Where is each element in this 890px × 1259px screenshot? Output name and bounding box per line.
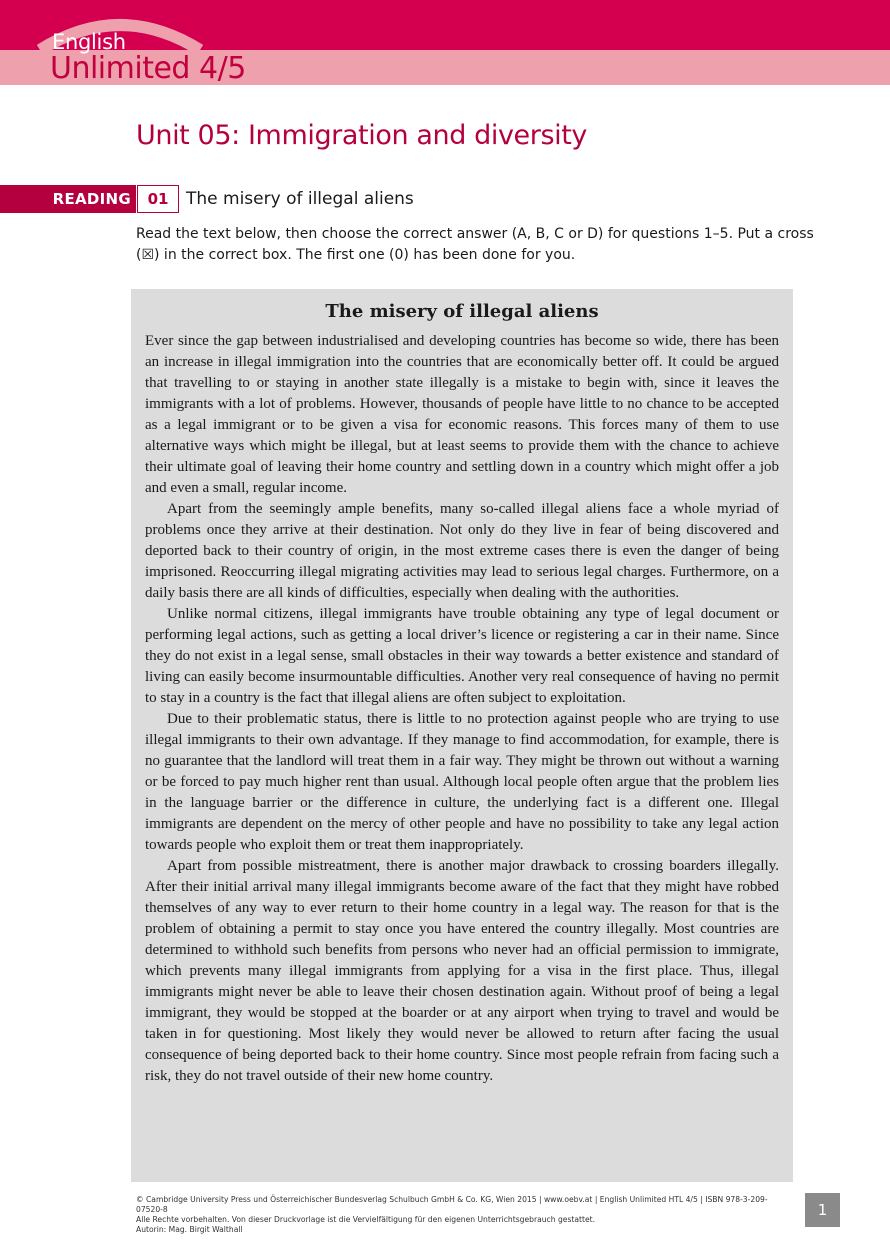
instructions: Read the text below, then choose the correct answer (A, B, C or D) for questions 1–5. Put a cross (☒) in the correct box. The first one (0) has been done for you. — [136, 226, 814, 263]
reading-text-box — [131, 289, 793, 1182]
footer-rights: Alle Rechte vorbehalten. Von dieser Druckvorlage ist die Vervielfältigung für den eigenen Unterrichtsgebrauch gestattet. — [136, 1215, 596, 1224]
text-paragraph: Due to their problematic status, there is little to no protection against people who are trying to use illegal immigrants to their own advantage. If they manage to find accommodation, for example, there is no guarantee that the landlord will treat them in a fair way. They might be thrown out without a warning or be forced to pay much higher rent than usual. Although local people often argue that the problem lies in the language barrier or the difference in culture, the underlying fact is a different one. Illegal immigrants are dependent on the mercy of other people and have no possibility to take any legal action towards people who exploit them or treat them inappropriately. — [145, 711, 779, 853]
footer — [136, 1195, 786, 1235]
section-label: READING — [52, 190, 131, 208]
text-paragraph: Unlike normal citizens, illegal immigrants have trouble obtaining any type of legal document or performing legal actions, such as getting a local driver’s licence or registering a car in their name. Since they do not exist in a legal sense, small obstacles in their way towards a better existence and standard of living can easily become insurmountable difficulties. Another very real consequence of having no permit to stay in a country is the fact that illegal aliens are often subject to exploitation. — [145, 606, 779, 706]
page-title: Unit 05: Immigration and diversity — [136, 120, 587, 151]
section-title: The misery of illegal aliens — [186, 189, 414, 209]
logo-unlimited: Unlimited 4/5 — [50, 51, 246, 86]
page-number: 1 — [805, 1193, 840, 1227]
section-number: 01 — [137, 185, 179, 213]
text-title: The misery of illegal aliens — [325, 301, 599, 322]
logo-english: English — [52, 30, 126, 54]
text-paragraph: Ever since the gap between industrialised and developing countries has become so wide, there has been an increase in illegal immigration into the countries that are economically better off. It could be argued that travelling to or staying in another state illegally is a mistake to begin with, since it leaves the immigrants with a lot of problems. However, thousands of people have little to no chance to be accepted as a legal immigrant or to be given a visa for economic reasons. This forces many of them to use alternative ways which might be illegal, but at least seems to provide them with the chance to achieve their ultimate goal of leaving their home country and settling down in a country which might offer a job and even a small, regular income. — [145, 333, 779, 496]
footer-copyright: © Cambridge University Press und Österreichischer Bundesverlag Schulbuch GmbH & Co. KG, Wien 2015 | www.oebv.at | English Unlimited HTL 4/5 | ISBN 978-3-209-07520-8 — [136, 1195, 768, 1214]
text-paragraph: Apart from possible mistreatment, there is another major drawback to crossing boarders illegally. After their initial arrival many illegal immigrants become aware of the fact that they might have robbed themselves of any way to ever return to their home country in a legal way. The reason for that is the problem of obtaining a permit to stay once you have entered the country illegally. Most countries are determined to withhold such benefits from persons who never had an official permission to immigrate, which prevents many illegal immigrants from applying for a visa in the first place. Thus, illegal immigrants might never be able to leave their chosen destination again. Without proof of being a legal immigrant, they would be stopped at the boarder or at any airport when trying to travel and would be taken in for questioning. Most likely they would never be allowed to return after facing the usual consequence of being deported back to their home country. Since most people refrain from facing such a risk, they do not travel outside of their new home country. — [145, 858, 779, 1084]
footer-author: Autorin: Mag. Birgit Walthall — [136, 1225, 243, 1234]
text-paragraph: Apart from the seemingly ample benefits, many so-called illegal aliens face a whole myriad of problems once they arrive at their destination. Not only do they live in fear of being discovered and deported back to their country of origin, in the most extreme cases there is even the danger of being imprisoned. Reoccurring illegal migrating activities may lead to serious legal charges. Furthermore, on a daily basis there are all kinds of difficulties, especially when dealing with the authorities. — [145, 501, 779, 601]
